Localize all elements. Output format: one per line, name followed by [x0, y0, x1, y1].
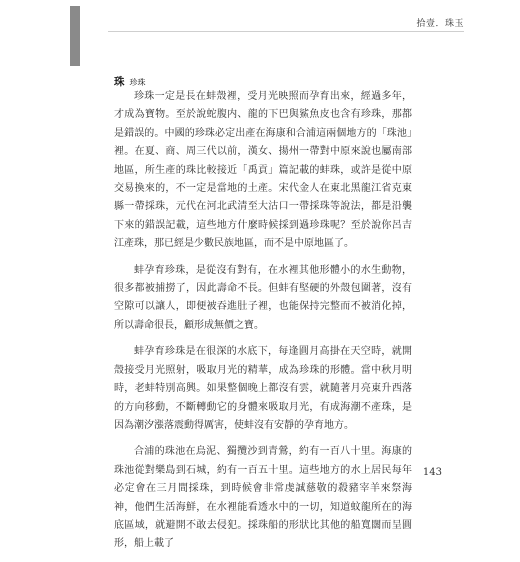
running-head: 拾壹．珠玉	[416, 19, 464, 29]
paragraph: 珍珠一定是長在蚌殼裡，受月光映照而孕育出來，經過多年，才成為寶物。至於說蛇腹内、龍的下巴與鯊魚皮也含有珍珠，那都是錯誤的。中國的珍珠必定出產在海康和合浦這兩個地方的「珠池」裡。在夏、商、周三代以前，漢女、揚州一帶對中原來說也屬南部地區，所生產的珠比較接近「禹貢」篇記載的蚌珠，或許是從中原交易換來的，不一定是當地的土產。宋代金人在東北黑龍江省克東縣一帶採珠，元代在河北武清至大沽口一帶採珠等說法，都是沿襲下來的錯誤記載，這些地方什麼時候採到過珍珠呢？至於說你呂吉江產珠，那已經是少數民族地區，而不是中原地區了。	[114, 91, 412, 250]
header-rule	[108, 31, 464, 32]
paragraph: 蚌孕育珍珠，是從沒有對有，在水裡其他形體小的水生動物，很多都被捕撈了，因此壽命不長。但蚌有堅硬的外殼包圍著，沒有空隙可以讓人，即便被吞進肚子裡，也能保持完整而不被消化掉，所以壽命很長，顧形成無價之寶。	[114, 264, 412, 331]
section-title	[114, 74, 146, 89]
section-title-main: 珠	[114, 76, 125, 88]
side-tab-bar	[70, 6, 80, 66]
paragraph: 蚌孕育珍珠是在很深的水底下，每逢圓月高掛在天空時，就開殼接受月光照射，吸取月光的精華，成為珍珠的形體。當中秋月明時，老蚌特別高興。如果整個晚上都沒有雲，就隨著月亮東升西落的方向移動，不斷轉動它的身體來吸取月光，有成海潮不產珠，是因為潮汐漲落震動得厲害，使蚌沒有安靜的孕育地方。	[114, 346, 412, 431]
body-text	[114, 88, 412, 562]
paragraph: 合浦的珠池在烏泥、獨攬沙到青鶯，約有一百八十里。海康的珠池從對樂島到石城，約有一百五十里。這些地方的水上居民每年必定會在三月間採珠，到時候會非常虔誠慈敬的殺豬宰羊來祭海神，他們生活海鮮，在水裡能看透水中的一切，知道蚊龍所在的海底區域，就避開不敢去侵犯。採珠船的形狀比其他的船寬闊而呈圓形，船上載了	[114, 446, 412, 550]
page-number: 143	[422, 467, 442, 478]
section-title-sub: 珍珠	[129, 78, 146, 87]
